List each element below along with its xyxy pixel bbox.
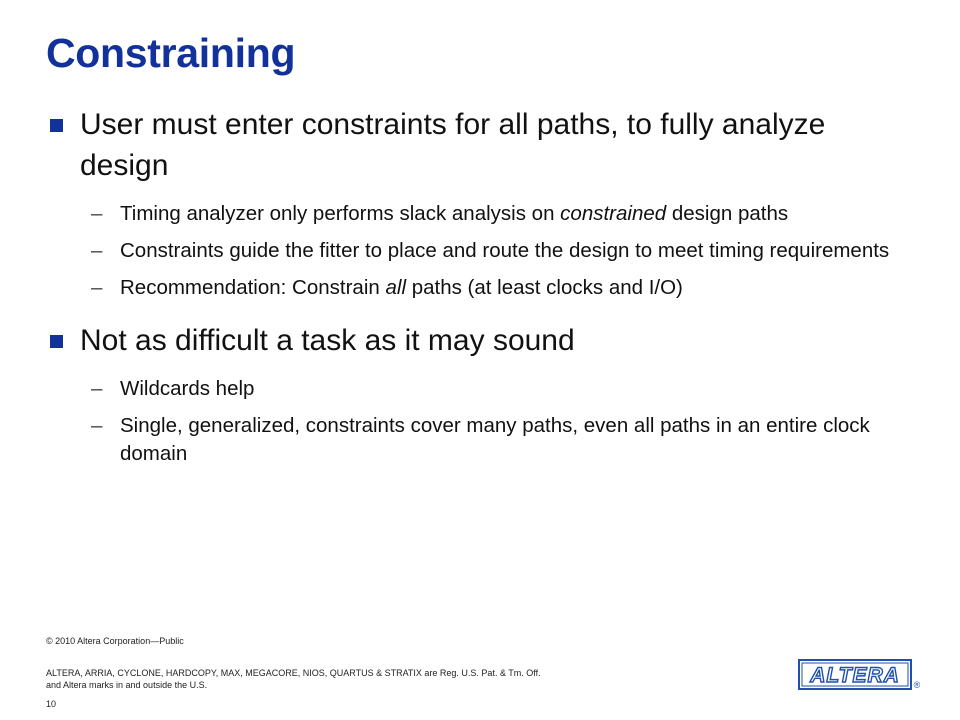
trademark-notice — [46, 668, 541, 691]
sub-text: Single, generalized, constraints cover many paths, even all paths in an entire clock domain — [120, 414, 870, 465]
registered-mark: ® — [913, 680, 921, 690]
sub-list — [48, 200, 908, 302]
sub-text: Wildcards help — [120, 377, 255, 400]
sub-text-tail: design paths — [666, 202, 789, 225]
dash-marker-icon: – — [91, 239, 103, 262]
square-bullet-icon — [50, 119, 63, 132]
sub-bullet-item — [48, 412, 908, 468]
dash-marker-icon: – — [91, 377, 103, 400]
sub-bullet-item — [48, 237, 908, 265]
sub-text: Timing analyzer only performs slack analysis on — [120, 202, 561, 225]
altera-logo — [798, 658, 922, 692]
emphasis-text: constrained — [560, 202, 667, 225]
dash-marker-icon: – — [91, 276, 103, 299]
emphasis-text: all — [385, 276, 407, 299]
dash-marker-icon: – — [91, 414, 103, 437]
trademark-line: ALTERA, ARRIA, CYCLONE, HARDCOPY, MAX, MEGACORE, NIOS, QUARTUS & STRATIX are Reg. U.S. Pat. & Tm. Off. — [46, 668, 541, 678]
bullet-item — [48, 320, 908, 361]
bullet-list — [48, 104, 908, 486]
sub-bullet-item — [48, 200, 908, 228]
sub-text-tail: paths (at least clocks and I/O) — [406, 276, 683, 299]
slide-title: Constraining — [46, 30, 296, 76]
dash-marker-icon: – — [91, 202, 103, 225]
sub-text: Recommendation: Constrain — [120, 276, 386, 299]
copyright-notice: © 2010 Altera Corporation—Public — [46, 636, 184, 646]
logo-wordmark: ALTERA — [810, 664, 900, 687]
square-bullet-icon — [50, 335, 63, 348]
bullet-text: User must enter constraints for all paths, to fully analyze design — [80, 108, 826, 182]
sub-bullet-item — [48, 375, 908, 403]
bullet-text: Not as difficult a task as it may sound — [80, 324, 575, 357]
bullet-item — [48, 104, 908, 186]
page-number: 10 — [46, 699, 57, 709]
sub-text: Constraints guide the fitter to place and route the design to meet timing requirements — [120, 239, 890, 262]
trademark-line: and Altera marks in and outside the U.S. — [46, 679, 208, 690]
sub-bullet-item — [48, 274, 908, 302]
sub-list — [48, 375, 908, 468]
